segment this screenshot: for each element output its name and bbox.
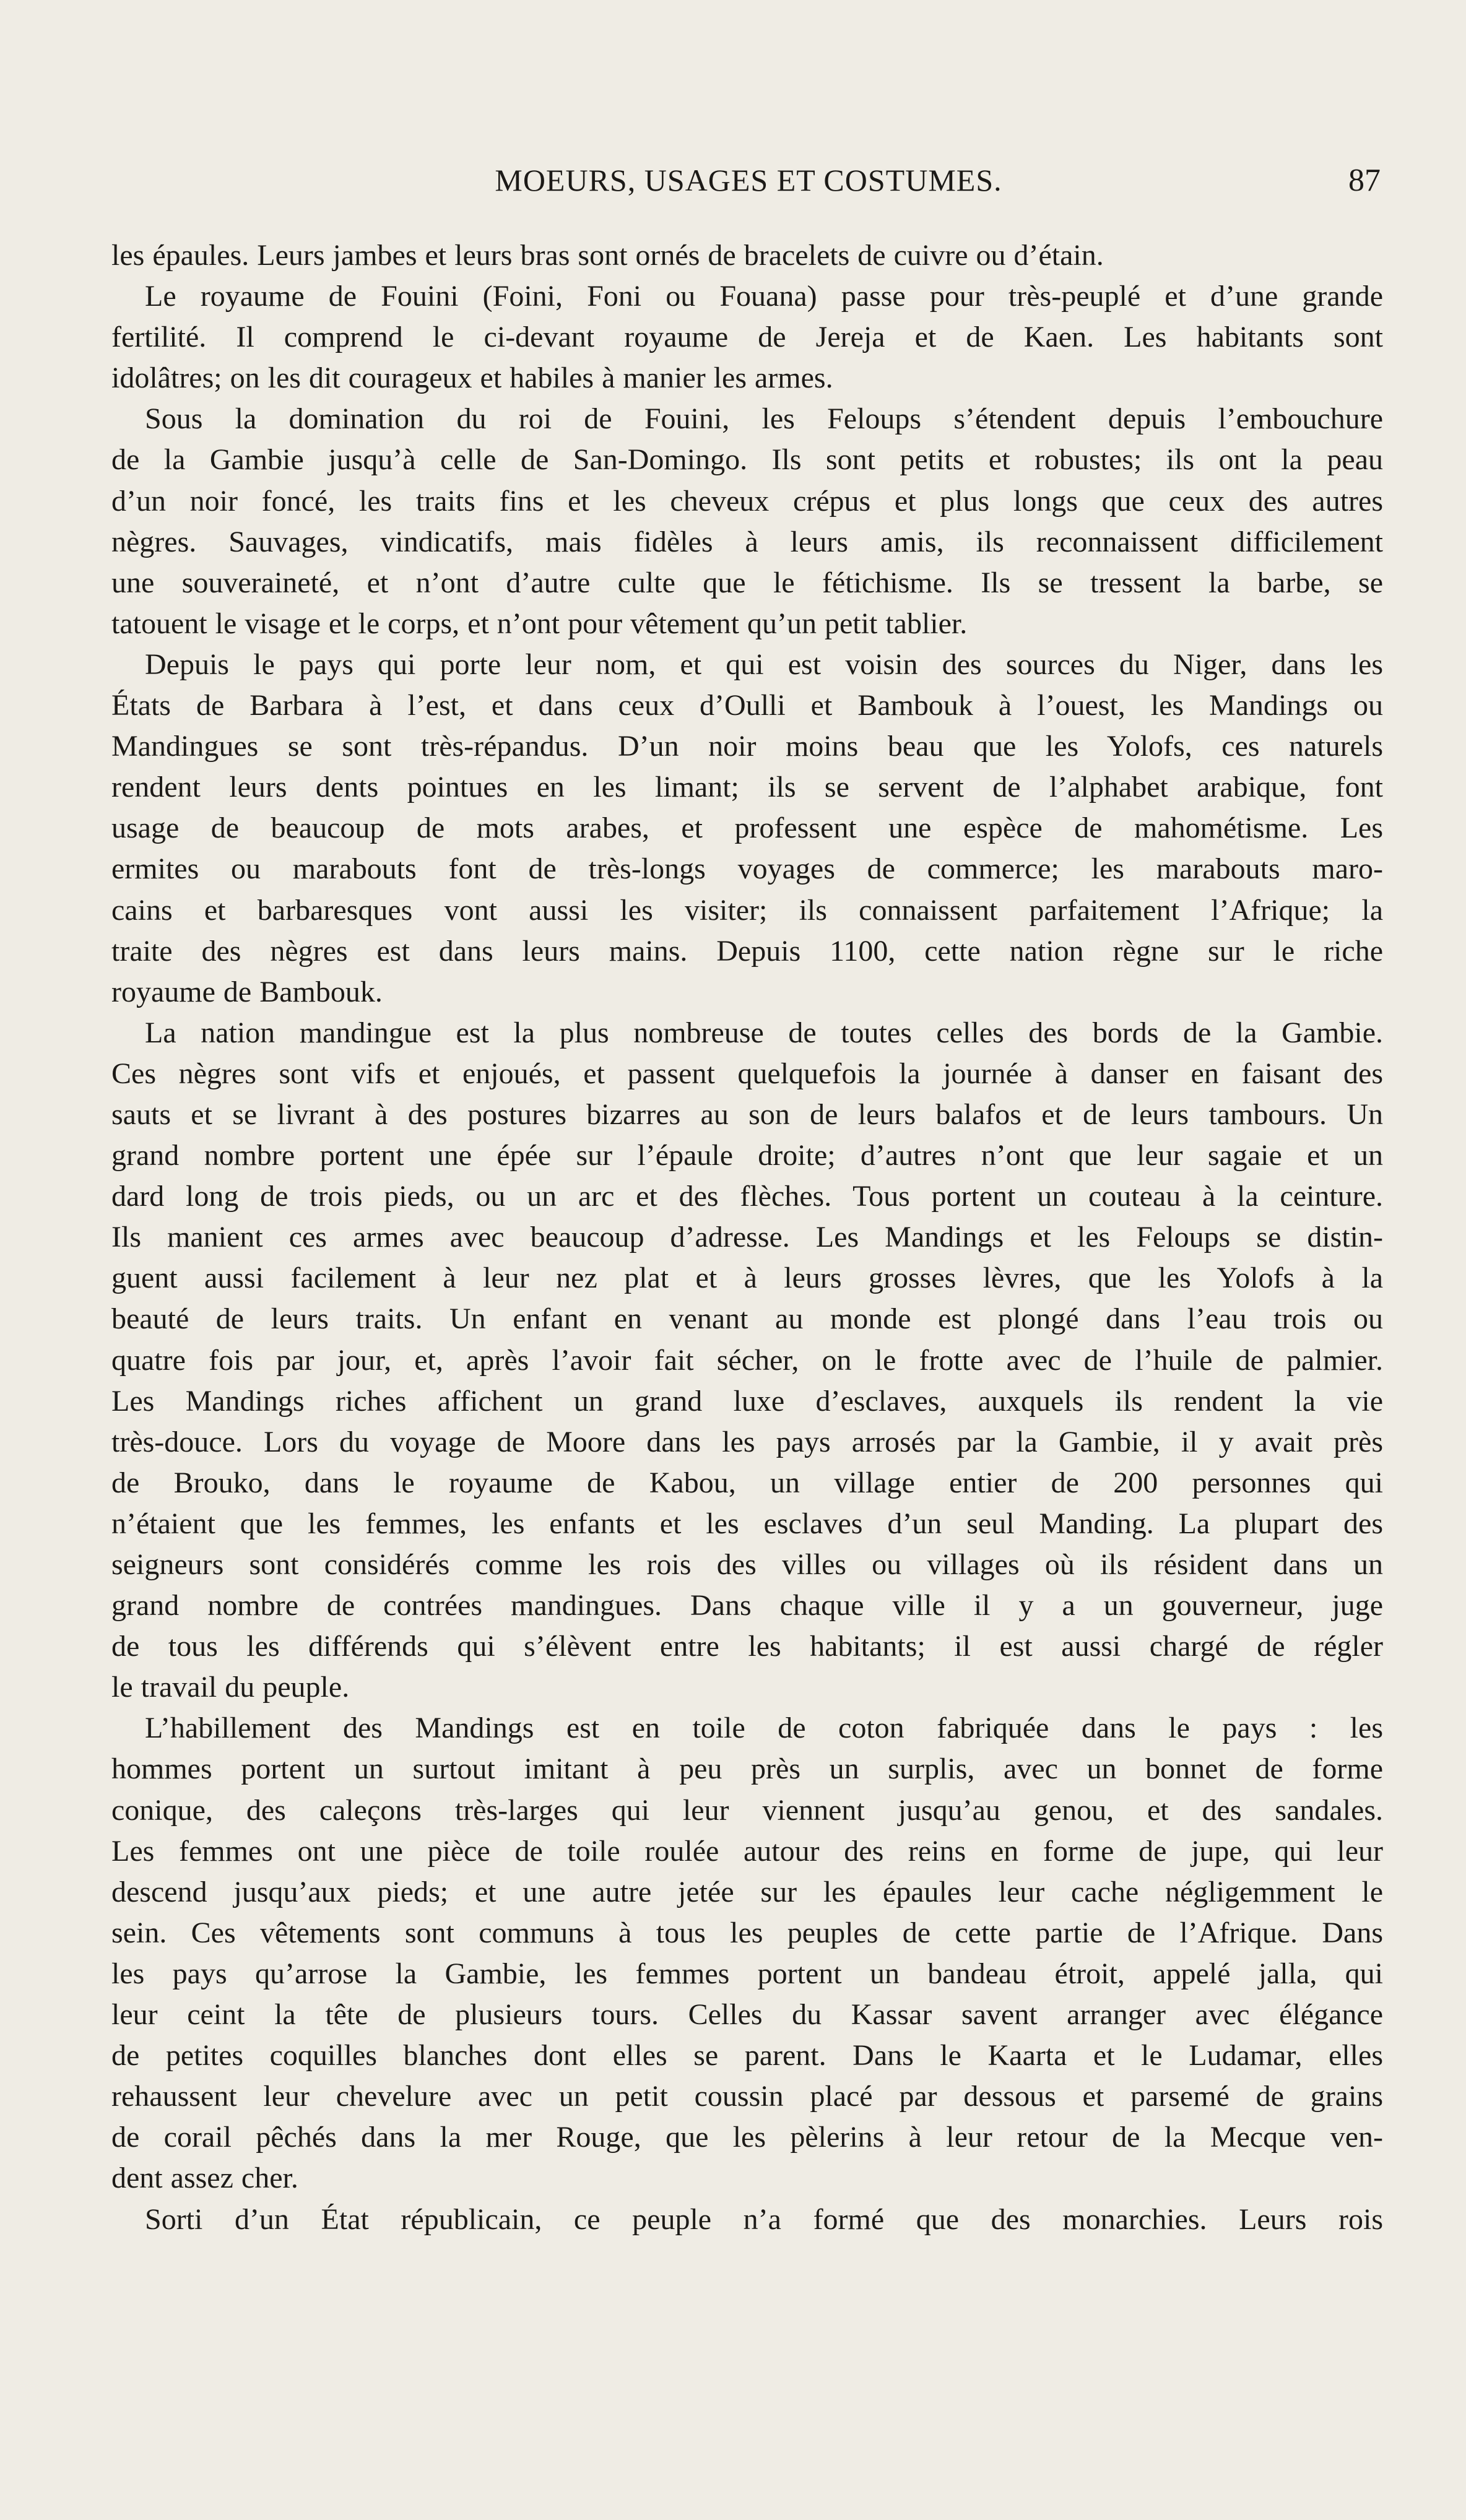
text-line: usage de beaucoup de mots arabes, et professent une espèce de mahométisme. Les: [111, 812, 1383, 845]
text-line: dent assez cher.: [111, 2162, 298, 2195]
text-line: L’habillement des Mandings est en toile de coton fabriquée dans le pays : les: [145, 1712, 1383, 1745]
text-line: d’un noir foncé, les traits fins et les cheveux crépus et plus longs que ceux des autres: [111, 484, 1383, 517]
text-line: beauté de leurs traits. Un enfant en venant au monde est plongé dans l’eau trois ou: [111, 1302, 1383, 1336]
text-line: Le royaume de Fouini (Foini, Foni ou Fouana) passe pour très-peuplé et d’une grande: [145, 280, 1383, 313]
text-line: fertilité. Il comprend le ci-devant royaume de Jereja et de Kaen. Les habitants sont: [111, 321, 1383, 354]
text-line: de tous les différends qui s’élèvent entre les habitants; il est aussi chargé de régler: [111, 1630, 1383, 1663]
text-line: La nation mandingue est la plus nombreuse de toutes celles des bords de la Gambie.: [145, 1016, 1383, 1049]
text-line: de la Gambie jusqu’à celle de San-Domingo. Ils sont petits et robustes; ils ont la peau: [111, 443, 1383, 477]
text-line: les épaules. Leurs jambes et leurs bras sont ornés de bracelets de cuivre ou d’étain.: [111, 239, 1104, 272]
text-line: rendent leurs dents pointues en les limant; ils se servent de l’alphabet arabique, font: [111, 771, 1383, 804]
text-line: traite des nègres est dans leurs mains. Depuis 1100, cette nation règne sur le riche: [111, 934, 1383, 968]
text-line: Ces nègres sont vifs et enjoués, et passent quelquefois la journée à danser en faisant des: [111, 1057, 1383, 1090]
text-line: descend jusqu’aux pieds; et une autre jetée sur les épaules leur cache négligemment le: [111, 1875, 1383, 1908]
text-line: conique, des caleçons très-larges qui leur viennent jusqu’au genou, et des sandales.: [111, 1793, 1383, 1827]
text-line: très-douce. Lors du voyage de Moore dans les pays arrosés par la Gambie, il y avait près: [111, 1425, 1383, 1458]
text-line: sein. Ces vêtements sont communs à tous les peuples de cette partie de l’Afrique. Dans: [111, 1916, 1383, 1949]
text-line: cains et barbaresques vont aussi les visiter; ils connaissent parfaitement l’Afrique; la: [111, 893, 1383, 927]
text-line: quatre fois par jour, et, après l’avoir fait sécher, on le frotte avec de l’huile de palmier.: [111, 1343, 1383, 1377]
text-line: seigneurs sont considérés comme les rois des villes ou villages où ils résident dans un: [111, 1548, 1383, 1581]
running-title: MOEURS, USAGES ET COSTUMES.: [495, 163, 1002, 197]
page-number: 87: [1348, 163, 1381, 198]
text-line: une souveraineté, et n’ont d’autre culte que le fétichisme. Ils se tressent la barbe, se: [111, 566, 1383, 599]
text-line: Mandingues se sont très-répandus. D’un noir moins beau que les Yolofs, ces naturels: [111, 730, 1383, 763]
text-line: le travail du peuple.: [111, 1671, 350, 1704]
text-line: ermites ou marabouts font de très-longs voyages de commerce; les marabouts maro-: [111, 852, 1383, 886]
text-line: Ils manient ces armes avec beaucoup d’adresse. Les Mandings et les Feloups se distin-: [111, 1221, 1383, 1254]
text-line: Sorti d’un État républicain, ce peuple n’a formé que des monarchies. Leurs rois: [145, 2202, 1383, 2236]
text-line: leur ceint la tête de plusieurs tours. Celles du Kassar savent arranger avec élégance: [111, 1998, 1383, 2032]
text-line: grand nombre de contrées mandingues. Dans chaque ville il y a un gouverneur, juge: [111, 1589, 1383, 1622]
text-line: dard long de trois pieds, ou un arc et des flèches. Tous portent un couteau à la ceinture.: [111, 1180, 1383, 1213]
text-line: idolâtres; on les dit courageux et habiles à manier les armes.: [111, 362, 833, 395]
text-line: Les Mandings riches affichent un grand luxe d’esclaves, auxquels ils rendent la vie: [111, 1384, 1383, 1418]
text-line: royaume de Bambouk.: [111, 975, 383, 1008]
text-line: Les femmes ont une pièce de toile roulée autour des reins en forme de jupe, qui leur: [111, 1834, 1383, 1868]
text-line: guent aussi facilement à leur nez plat et à leurs grosses lèvres, que les Yolofs à la: [111, 1262, 1383, 1295]
body-text: [111, 235, 1383, 2240]
text-line: Sous la domination du roi de Fouini, les Feloups s’étendent depuis l’embouchure: [145, 402, 1383, 436]
text-line: hommes portent un surtout imitant à peu près un surplis, avec un bonnet de forme: [111, 1752, 1383, 1786]
text-line: rehaussent leur chevelure avec un petit coussin placé par dessous et parsemé de grains: [111, 2080, 1383, 2113]
text-line: tatouent le visage et le corps, et n’ont pour vêtement qu’un petit tablier.: [111, 607, 968, 640]
text-line: États de Barbara à l’est, et dans ceux d’Oulli et Bambouk à l’ouest, les Mandings ou: [111, 689, 1383, 722]
text-line: Depuis le pays qui porte leur nom, et qui est voisin des sources du Niger, dans les: [145, 647, 1383, 681]
text-line: de corail pêchés dans la mer Rouge, que les pèlerins à leur retour de la Mecque ven-: [111, 2121, 1383, 2154]
text-line: n’étaient que les femmes, les enfants et les esclaves d’un seul Manding. La plupart des: [111, 1507, 1383, 1540]
text-line: sauts et se livrant à des postures bizarres au son de leurs balafos et de leurs tambours. Un: [111, 1098, 1383, 1131]
text-line: de petites coquilles blanches dont elles se parent. Dans le Kaarta et le Ludamar, elles: [111, 2039, 1383, 2072]
text-line: les pays qu’arrose la Gambie, les femmes portent un bandeau étroit, appelé jalla, qui: [111, 1957, 1383, 1990]
text-line: de Brouko, dans le royaume de Kabou, un village entier de 200 personnes qui: [111, 1466, 1383, 1499]
page-header: [116, 162, 1381, 212]
text-line: grand nombre portent une épée sur l’épaule droite; d’autres n’ont que leur sagaie et un: [111, 1139, 1383, 1172]
text-line: nègres. Sauvages, vindicatifs, mais fidèles à leurs amis, ils reconnaissent difficilement: [111, 525, 1383, 558]
